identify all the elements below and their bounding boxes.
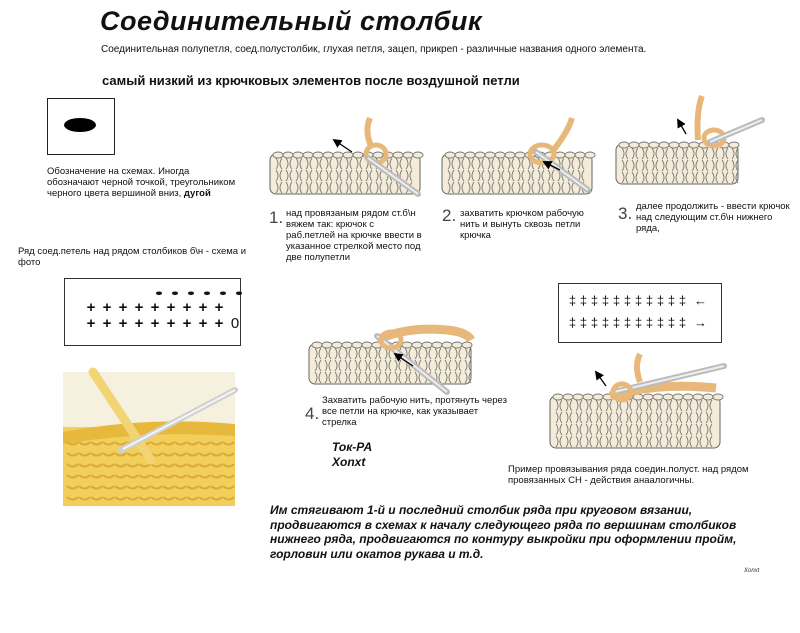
dc-symbol: ‡ [623,293,632,308]
step-caption-line: Захватить рабочую нить, протянуть через [322,395,507,406]
dc-symbol: ‡ [568,315,577,330]
dc-symbol: ‡ [667,293,676,308]
page-title: Соединительный столбик [100,6,482,36]
chart-cross: + [166,315,176,332]
dc-symbol: ‡ [634,315,643,330]
chart-cross: + [166,299,176,316]
dc-symbol: ‡ [645,293,654,308]
dc-symbol: ‡ [656,315,665,330]
step-caption-line: крючка [460,230,491,241]
row-note-line: фото [18,257,41,268]
bottom-line: нижнего ряда, продвигаются по контуру выкройки при оформлении пройм, [270,532,737,546]
cross-row [83,315,243,333]
dc-symbol: ‡ [634,293,643,308]
dc-symbol: ‡ [590,315,599,330]
step-1-caption [286,208,436,263]
chart-dot: • [235,286,243,300]
row-note [18,246,268,268]
dc-symbol: ‡ [656,293,665,308]
dc-symbol: ‡ [678,315,687,330]
chart-cross: + [214,315,224,332]
chart-cross: + [182,315,192,332]
symbol-note-line: обозначают черной точкой, треугольником [47,177,236,188]
dc-symbol: ‡ [667,315,676,330]
step-caption-line: стрелка [322,417,357,428]
round-illustration [548,352,728,460]
chart-chain: 0 [230,315,240,332]
step-4-caption [322,395,512,428]
round-chart-marks [567,290,707,334]
step-4-illustration [307,296,477,396]
chart-dot: • [155,286,163,300]
step-caption-line: все петли на крючке, как указывает [322,406,479,417]
step-3-illustration [614,90,764,198]
dc-symbol: ‡ [579,315,588,330]
step-3-caption [636,201,794,234]
step-caption-line: далее продолжить - ввести крючок [636,201,790,212]
lowest-element-note: самый низкий из крючковых элементов после воздушной петли [102,73,520,88]
step-caption-line: вяжем так: крючок с [286,219,374,230]
step-caption-line: раб.петлей на крючке ввести в [286,230,422,241]
dc-symbol: ‡ [623,315,632,330]
step-2-caption [460,208,610,241]
round-note-line: Пример провязывания ряда соедин.полуст. над рядом [508,464,749,475]
symbol-note-bold: дугой [183,188,211,199]
round-chart-box [558,283,722,343]
dc-symbol: ‡ [612,293,621,308]
chart-cross: + [118,299,128,316]
step-4-number: 4. [305,404,320,423]
chart-cross: + [102,299,112,316]
dc-symbol: ‡ [579,293,588,308]
bottom-line: горловин или окатов рукава и т.д. [270,546,484,561]
symbol-note-line: Обозначение на схемах. Иногда [47,166,190,177]
chart-dot: • [203,286,211,300]
round-note [508,464,778,486]
arrow-left-icon: ← [694,293,707,308]
chart-cross: + [134,299,144,316]
row-note-line: Ряд соед.петель над рядом столбиков б\н - схема и [18,246,247,257]
step-caption-line: две полупетли [286,252,351,263]
step-caption-line: над провязаным рядом ст.б\н [286,208,416,219]
chart-dot: • [171,286,179,300]
symbol-note [47,166,247,199]
chart-dot: • [219,286,227,300]
dc-symbol: ‡ [590,293,599,308]
bottom-line: продвигаются в схемах к началу следующего ряда по вершинам столбиков [270,517,737,532]
round-note-line: провязанных СН - действия анаалогичны. [508,475,695,486]
step-caption-line: указанное стрелкой место под [286,241,421,252]
step-caption-line: нить и вынуть сквозь петли [460,219,581,230]
chart-cross: + [198,315,208,332]
step-3-number: 3. [618,204,633,223]
bottom-line: Им стягивают 1-й и последний столбик ряда при круговом вязании, [270,503,693,517]
symbol-box [47,98,115,155]
step-2-illustration [440,112,595,202]
step-caption-line: над следующим ст.б\н нижнего [636,212,773,223]
chart-cross: + [86,299,96,316]
step-1-illustration [268,112,423,202]
chart-cross: + [198,299,208,316]
chart-cross: + [86,315,96,332]
watermark: Xonxt [744,568,760,574]
symbol-note-line: черного цвета вершиной вниз, дугой [47,188,211,199]
chart-cross: + [102,315,112,332]
round-chart-row [567,312,707,334]
step-caption-line: захватить крючком рабочую [460,208,584,219]
round-chart-row [567,290,707,312]
dc-symbol: ‡ [645,315,654,330]
chart-cross: + [150,299,160,316]
chart-cross: + [134,315,144,332]
dc-symbol: ‡ [612,315,621,330]
bottom-description [270,503,770,561]
chart-cross: + [150,315,160,332]
dc-symbol: ‡ [601,315,610,330]
chart-cross: + [182,299,192,316]
chart-dot: • [187,286,195,300]
arrow-right-icon: → [694,315,707,330]
author-line: Ток-РА [332,440,373,454]
subtitle: Соединительная полупетля, соед.полустолбик, глухая петля, зацеп, прикреп - различные названия одного элемента. [101,44,647,55]
author-line: Xonxt [332,455,366,469]
crochet-chart-box [64,278,241,346]
chart-cross: + [118,315,128,332]
chart-cross: + [214,299,224,316]
oval-symbol-icon [64,118,96,132]
dc-symbol: ‡ [678,293,687,308]
step-2-number: 2. [442,206,457,225]
author-credit [332,440,372,470]
step-1-number: 1. [269,208,284,227]
step-caption-line: ряда, [636,223,660,234]
knitted-photo [63,372,235,506]
dc-symbol: ‡ [568,293,577,308]
dc-symbol: ‡ [601,293,610,308]
